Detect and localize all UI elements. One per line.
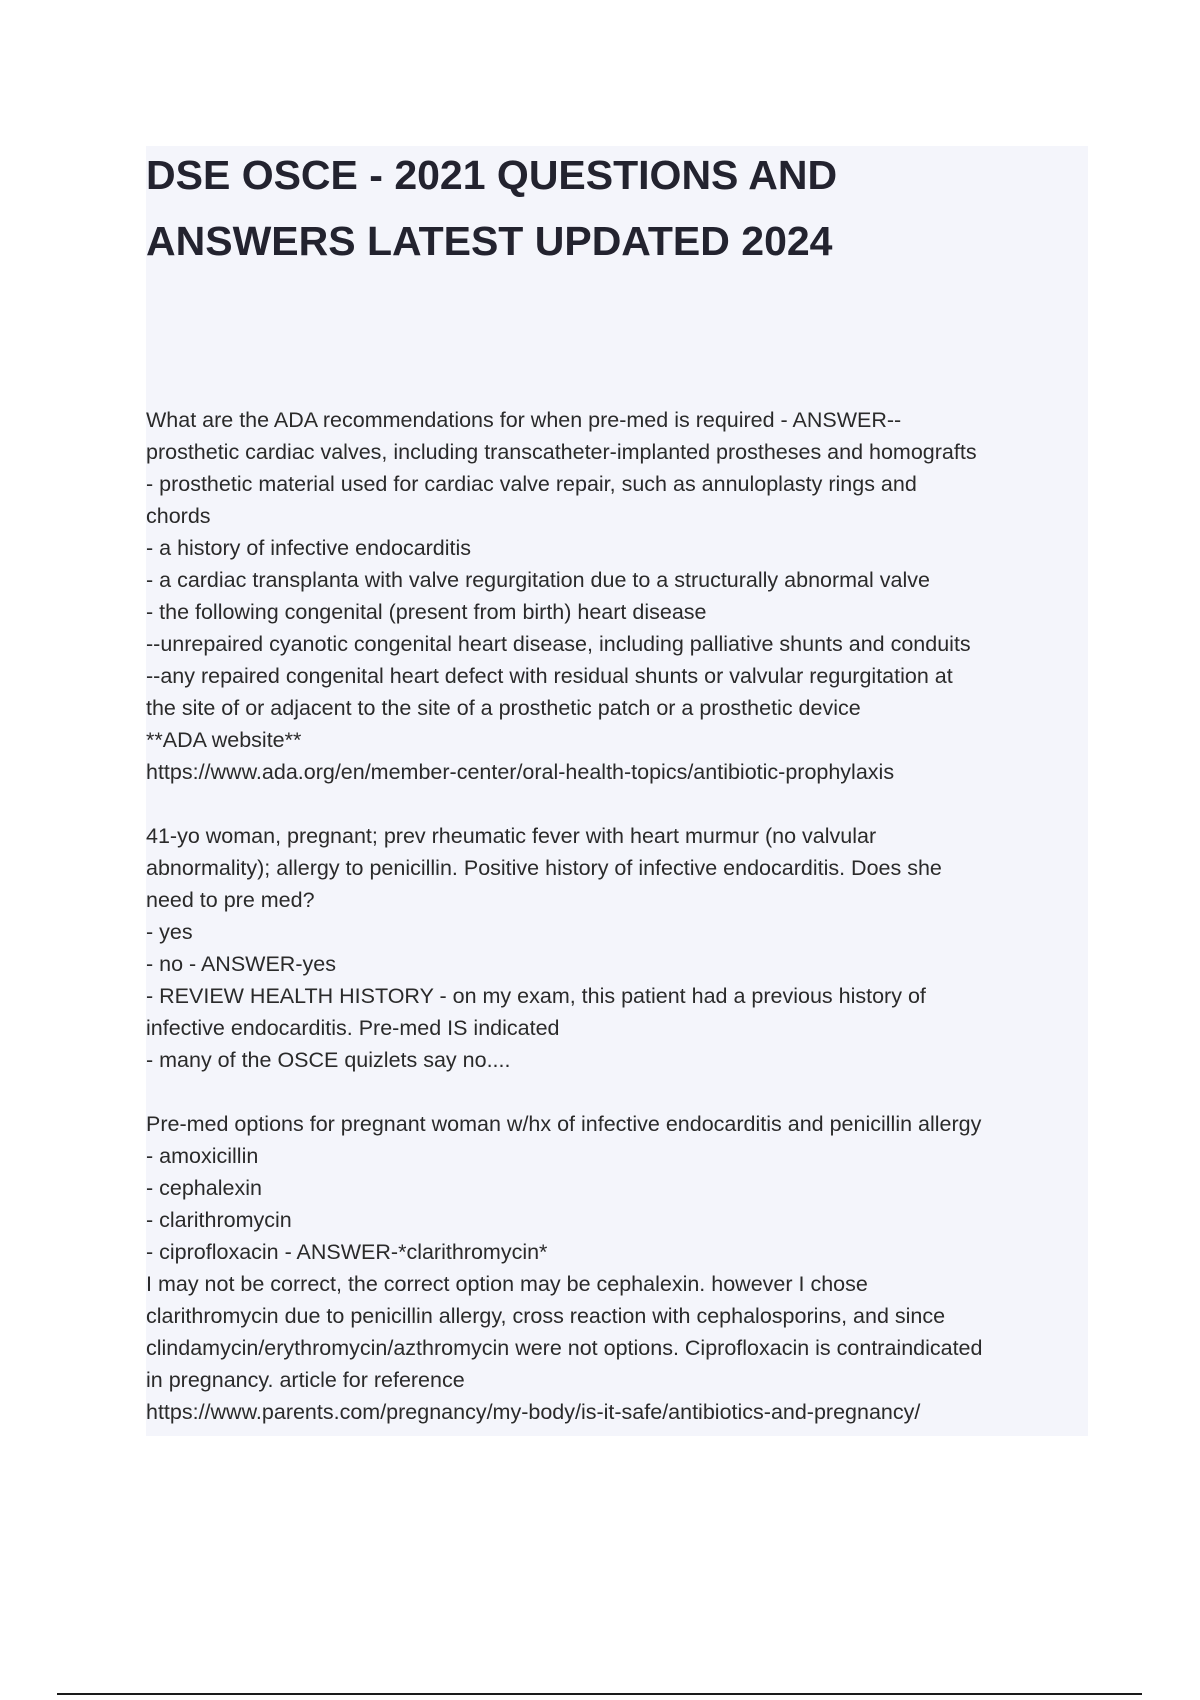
text-line: need to pre med?: [146, 888, 315, 912]
text-line: clindamycin/erythromycin/azthromycin were not options. Ciprofloxacin is contraindicated: [146, 1336, 983, 1360]
paragraph-spacer: [146, 788, 1096, 820]
text-line: I may not be correct, the correct option may be cephalexin. however I chose: [146, 1272, 868, 1296]
text-line: abnormality); allergy to penicillin. Positive history of infective endocarditis. Does she: [146, 856, 942, 880]
text-line: - ciprofloxacin - ANSWER-*clarithromycin*: [146, 1240, 548, 1264]
text-line: 41-yo woman, pregnant; prev rheumatic fever with heart murmur (no valvular: [146, 824, 877, 848]
text-line: clarithromycin due to penicillin allergy, cross reaction with cephalosporins, and since: [146, 1304, 946, 1328]
text-line: - many of the OSCE quizlets say no....: [146, 1048, 511, 1072]
title-line: DSE OSCE - 2021 QUESTIONS AND: [146, 152, 838, 198]
reference-url: https://www.ada.org/en/member-center/oral-health-topics/antibiotic-prophylaxis: [146, 760, 895, 784]
text-line: - a history of infective endocarditis: [146, 536, 472, 560]
text-line: Pre-med options for pregnant woman w/hx of infective endocarditis and penicillin allergy: [146, 1112, 982, 1136]
text-line: - cephalexin: [146, 1176, 262, 1200]
text-line: in pregnancy. article for reference: [146, 1368, 465, 1392]
reference-url: https://www.parents.com/pregnancy/my-body/is-it-safe/antibiotics-and-pregnancy/: [146, 1400, 921, 1424]
question-block-premed-options: [146, 1108, 1096, 1428]
text-line: - prosthetic material used for cardiac valve repair, such as annuloplasty rings and: [146, 472, 917, 496]
text-line: - no - ANSWER-yes: [146, 952, 336, 976]
title-line: ANSWERS LATEST UPDATED 2024: [146, 218, 833, 264]
text-line: **ADA website**: [146, 728, 302, 752]
document-title: [146, 142, 1076, 274]
text-line: - a cardiac transplanta with valve regurgitation due to a structurally abnormal valve: [146, 568, 930, 592]
question-block-pregnant-patient: [146, 820, 1096, 1076]
text-line: - amoxicillin: [146, 1144, 259, 1168]
paragraph-spacer: [146, 1076, 1096, 1108]
text-line: chords: [146, 504, 211, 528]
text-line: --any repaired congenital heart defect with residual shunts or valvular regurgitation at: [146, 664, 953, 688]
text-line: - the following congenital (present from birth) heart disease: [146, 600, 707, 624]
question-block-ada-premed: [146, 404, 1096, 788]
text-line: - yes: [146, 920, 193, 944]
document-body: [146, 404, 1096, 1428]
text-line: - REVIEW HEALTH HISTORY - on my exam, this patient had a previous history of: [146, 984, 926, 1008]
text-line: infective endocarditis. Pre-med IS indicated: [146, 1016, 560, 1040]
text-line: the site of or adjacent to the site of a prosthetic patch or a prosthetic device: [146, 696, 861, 720]
text-line: - clarithromycin: [146, 1208, 292, 1232]
text-line: --unrepaired cyanotic congenital heart disease, including palliative shunts and conduits: [146, 632, 971, 656]
text-line: What are the ADA recommendations for when pre-med is required - ANSWER--: [146, 408, 902, 432]
footer-divider: [57, 1693, 1142, 1695]
text-line: prosthetic cardiac valves, including transcatheter-implanted prostheses and homografts: [146, 440, 977, 464]
